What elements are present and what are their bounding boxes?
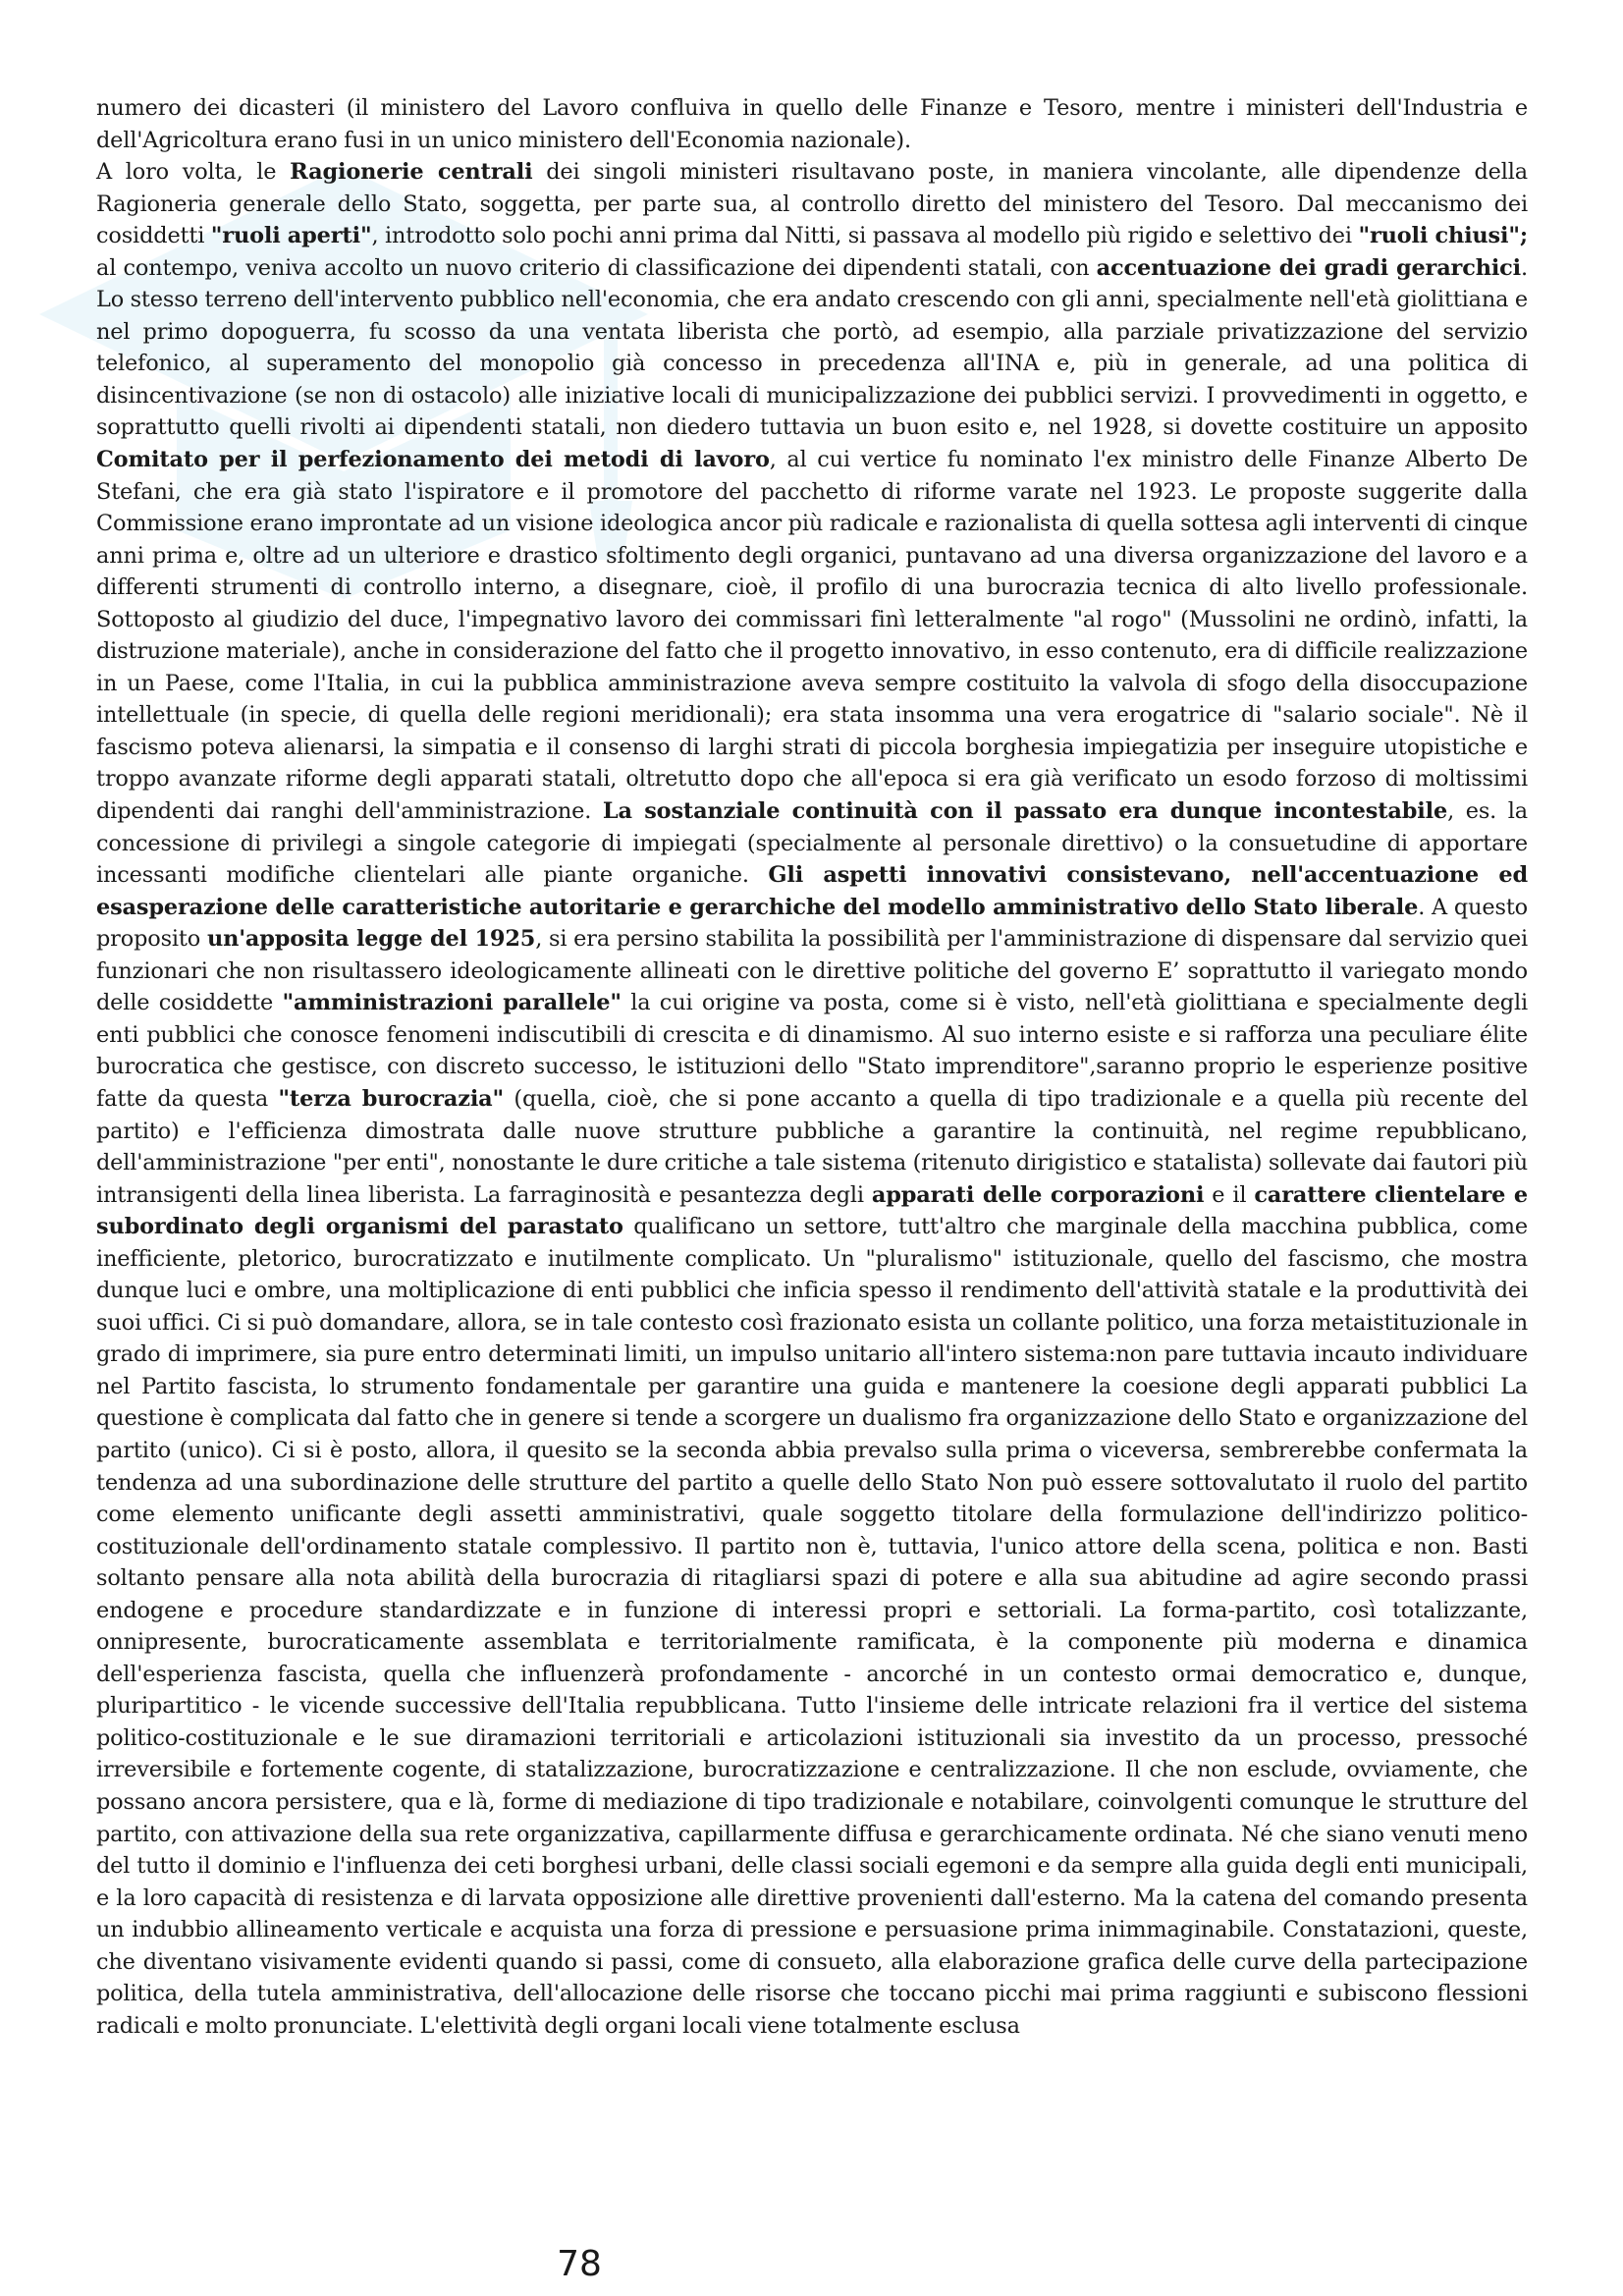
text-run: la cui origine va posta, come si è visto, nell'età giolittiana e specialmente degli enti pubblici che conosce fenomeni indiscutibili di crescita e di dinamismo. Al suo interno esiste e si rafforza una peculiare élite burocratica che gestisce, con discreto successo, le istituzioni dello "Stato imprenditore",saranno proprio le esperienze positive fatte da questa <box>96 990 1529 1112</box>
page-number: 78 <box>557 2244 602 2284</box>
text-run: al contempo, veniva accolto un nuovo criterio di classificazione dei dipendenti statali, con <box>96 254 1097 281</box>
text-run: dei singoli ministeri risultavano poste, in maniera vincolante, alle dipendenze della Ragioneria generale dello Stato, soggetta, per parte sua, al controllo diretto del ministero del Tesoro. Dal meccanismo dei cosiddetti <box>96 159 1528 249</box>
text-run: . A questo proposito <box>96 894 1528 953</box>
bold-text-run: Gli aspetti innovativi consistevano, nell'accentuazione ed esasperazione delle caratteristiche autoritarie e gerarchiche del modello amministrativo dello Stato liberale <box>96 862 1528 920</box>
bold-text-run: "ruoli aperti" <box>210 223 372 249</box>
text-run: , es. la concessione di privilegi a singole categorie di impiegati (specialmente al personale direttivo) o la consuetudine di apportare incessanti modifiche clientelari alle piante organiche. <box>96 798 1528 889</box>
text-run: (quella, cioè, che si pone accanto a quella di tipo tradizionale e a quella più recente del partito) e l'efficienza dimostrata dalle nuove strutture pubbliche a garantire la continuità, nel regime repubblicano, dell'amministrazione "per enti", nonostante le dure critiche a tale sistema (ritenuto dirigistico e statalista) sollevate dai fautori più intransigenti della linea liberista. La farraginosità e pesantezza degli <box>96 1085 1528 1208</box>
bold-text-run: La sostanziale continuità con il passato era dunque incontestabile <box>602 798 1448 825</box>
text-run: A loro volta, le <box>96 159 291 186</box>
bold-text-run: accentuazione dei gradi gerarchici <box>1096 254 1522 281</box>
bold-text-run: un'apposita legge del 1925 <box>206 926 536 953</box>
document-body <box>96 92 1528 2042</box>
bold-text-run: "terza burocrazia" <box>278 1085 505 1112</box>
text-run: e il <box>1204 1181 1255 1208</box>
text-run: , introdotto solo pochi anni prima dal Nitti, si passava al modello più rigido e selettivo dei <box>371 223 1359 249</box>
text-run: qualificano un settore, tutt'altro che marginale della macchina pubblica, come inefficiente, pletorico, burocratizzato e inutilmente complicato. Un "pluralismo" istituzionale, quello del fascismo, che mostra dunque luci e ombre, una moltiplicazione di enti pubblici che inficia spesso il rendimento dell'attività statale e la produttività dei suoi uffici. Ci si può domandare, allora, se in tale contesto così frazionato esista un collante politico, una forza metaistituzionale in grado di imprimere, sia pure entro determinati limiti, un impulso unitario all'intero sistema:non pare tuttavia incauto individuare nel Partito fascista, lo strumento fondamentale per garantire una guida e mantenere la coesione degli apparati pubblici La questione è complicata dal fatto che in genere si tende a scorgere un dualismo fra organizzazione dello Stato e organizzazione del partito (unico). Ci si è posto, allora, il quesito se la seconda abbia prevalso sulla prima o viceversa, sembrerebbe confermata la tendenza ad una subordinazione delle strutture del partito a quelle dello Stato Non può essere sottovalutato il ruolo del partito come elemento unificante degli assetti amministrativi, quale soggetto titolare della formulazione dell'indirizzo politico-costituzionale dell'ordinamento statale complessivo. Il partito non è, tuttavia, l'unico attore della scena, politica e non. Basti soltanto pensare alla nota abilità della burocrazia di ritagliarsi spazi di potere e alla sua abitudine ad agire secondo prassi endogene e procedure standardizzate e in funzione di interessi propri e settoriali. La forma-partito, così totalizzante, onnipresente, burocraticamente assemblata e territorialmente ramificata, è la componente più moderna e dinamica dell'esperienza fascista, quella che influenzerà profondamente - ancorché in un contesto ormai democratico e, dunque, pluripartitico - le vicende successive dell'Italia repubblicana. Tutto l'insieme delle intricate relazioni fra il vertice del sistema politico-costituzionale e le sue diramazioni territoriali e articolazioni istituzionali sia investito da un processo, pressoché irreversibile e fortemente cogente, di statalizzazione, burocratizzazione e centralizzazione. Il che non esclude, ovviamente, che possano ancora persistere, qua e là, forme di mediazione di tipo tradizionale e notabilare, coinvolgenti comunque le strutture del partito, con attivazione della sua rete organizzativa, capillarmente diffusa e gerarchicamente ordinata. Né che siano venuti meno del tutto il dominio e l'influenza dei ceti borghesi urbani, delle classi sociali egemoni e da sempre alla guida degli enti municipali, e la loro capacità di resistenza e di larvata opposizione alle direttive provenienti dall'esterno. Ma la catena del comando presenta un indubbio allineamento verticale e acquista una forza di pressione e persuasione prima inimmaginabile. Constatazioni, queste, che diventano visivamente evidenti quando si passi, come di consueto, alla elaborazione grafica delle curve della partecipazione politica, della tutela amministrativa, dell'allocazione delle risorse che toccano picchi mai prima raggiunti e subiscono flessioni radicali e molto pronunciate. L'elettività degli organi locali viene totalmente esclusa <box>96 1214 1528 2039</box>
bold-text-run: apparati delle corporazioni <box>871 1181 1205 1208</box>
paragraph <box>96 92 1528 156</box>
text-run: , si era persino stabilita la possibilità per l'amministrazione di dispensare dal servizio quei funzionari che non risultassero ideologicamente allineati con le direttive politiche del governo E’ soprattutto il variegato mondo delle cosiddette <box>96 926 1529 1016</box>
text-run: . Lo stesso terreno dell'intervento pubblico nell'economia, che era andato crescendo con gli anni, specialmente nell'età giolittiana e nel primo dopoguerra, fu scosso da una ventata liberista che portò, ad esempio, alla parziale privatizzazione del servizio telefonico, al superamento del monopolio già concesso in precedenza all'INA e, più in generale, ad una politica di disincentivazione (se non di ostacolo) alle iniziative locali di municipalizzazione dei pubblici servizi. I provvedimenti in oggetto, e soprattutto quelli rivolti ai dipendenti statali, non diedero tuttavia un buon esito e, nel 1928, si dovette costituire un apposito <box>96 254 1528 441</box>
bold-text-run: Ragionerie centrali <box>290 159 533 186</box>
bold-text-run: "amministrazioni parallele" <box>282 990 622 1016</box>
bold-text-run: "ruoli chiusi"; <box>1358 223 1528 249</box>
paragraph <box>96 156 1528 2042</box>
text-run: numero dei dicasteri (il ministero del Lavoro confluiva in quello delle Finanze e Tesoro, mentre i ministeri dell'Industria e dell'Agricoltura erano fusi in un unico ministero dell'Economia nazionale). <box>96 95 1528 153</box>
bold-text-run: carattere clientelare e subordinato degli organismi del parastato <box>96 1181 1529 1240</box>
text-run: , al cui vertice fu nominato l'ex ministro delle Finanze Alberto De Stefani, che era già stato l'ispiratore e il promotore del pacchetto di riforme varate nel 1923. Le proposte suggerite dalla Commissione erano improntate ad un visione ideologica ancor più radicale e razionalista di quella sottesa agli interventi di cinque anni prima e, oltre ad un ulteriore e drastico sfoltimento degli organici, puntavano ad una diversa organizzazione del lavoro e a differenti strumenti di controllo interno, a disegnare, cioè, il profilo di una burocrazia tecnica di alto livello professionale. Sottoposto al giudizio del duce, l'impegnativo lavoro dei commissari finì letteralmente "al rogo" (Mussolini ne ordinò, infatti, la distruzione materiale), anche in considerazione del fatto che il progetto innovativo, in esso contenuto, era di difficile realizzazione in un Paese, come l'Italia, in cui la pubblica amministrazione aveva sempre costituito la valvola di sfogo della disoccupazione intellettuale (in specie, di quella delle regioni meridionali); era stata insomma una vera erogatrice di "salario sociale". Nè il fascismo poteva alienarsi, la simpatia e il consenso di larghi strati di piccola borghesia impiegatizia per inseguire utopistiche e troppo avanzate riforme degli apparati statali, oltretutto dopo che all'epoca si era già verificato un esodo forzoso di moltissimi dipendenti dai ranghi dell'amministrazione. <box>96 447 1528 825</box>
bold-text-run: Comitato per il perfezionamento dei metodi di lavoro <box>96 447 770 473</box>
